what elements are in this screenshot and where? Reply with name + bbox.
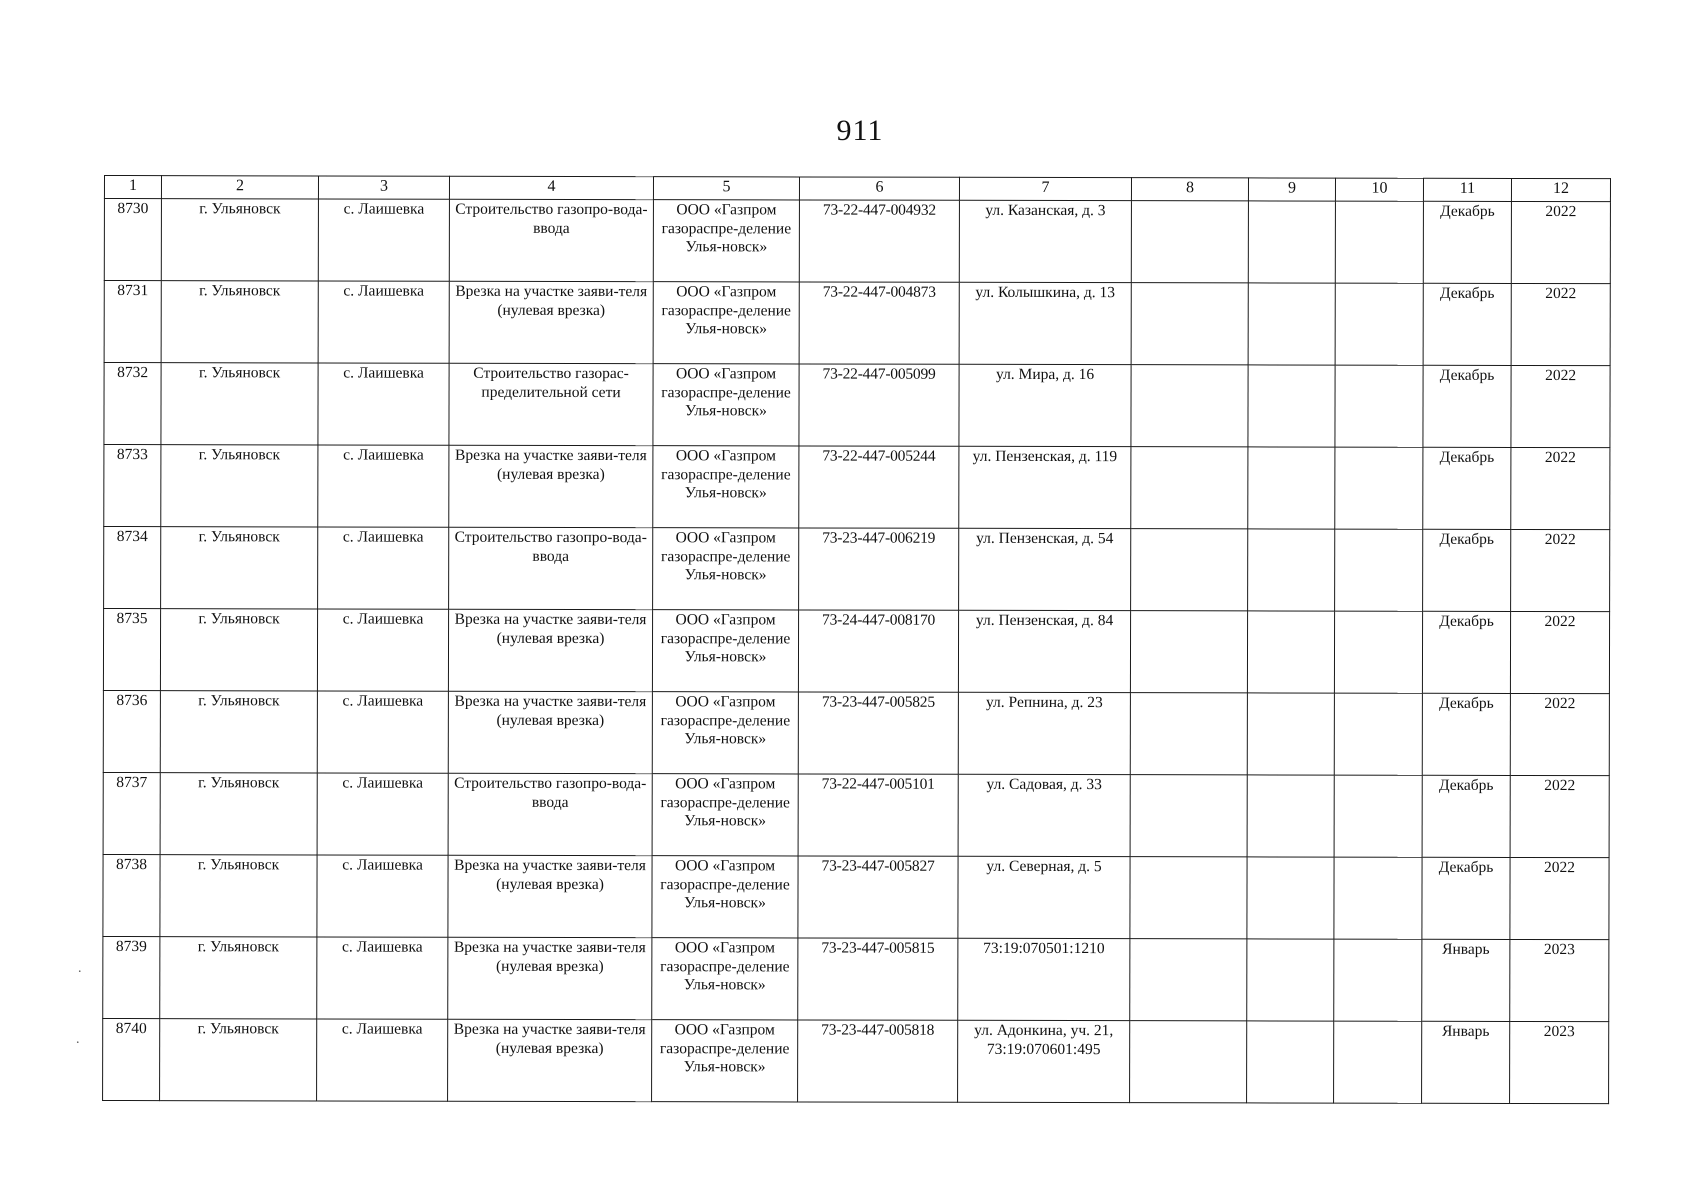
table-row [104, 199, 1610, 284]
cell-object-code: 73-22-447-005244 [799, 446, 959, 528]
cell-address: ул. Пензенская, д. 54 [959, 528, 1131, 610]
cell-year: 2022 [1511, 529, 1610, 611]
cell-col-8 [1130, 693, 1247, 775]
cell-row-number: 8738 [103, 854, 160, 936]
table-row [103, 936, 1609, 1021]
column-header-3: 3 [318, 176, 449, 199]
page-number: 911 [836, 114, 884, 147]
column-header-10: 10 [1335, 178, 1423, 201]
table-row [103, 690, 1609, 775]
cell-year: 2022 [1510, 857, 1609, 939]
cell-city: г. Ульяновск [160, 1019, 317, 1101]
cell-city: г. Ульяновск [160, 855, 317, 937]
cell-address: ул. Пензенская, д. 84 [958, 610, 1130, 692]
cell-col-9 [1247, 611, 1334, 693]
cell-address: ул. Садовая, д. 33 [958, 774, 1130, 856]
cell-col-10 [1334, 939, 1422, 1021]
cell-city: г. Ульяновск [160, 609, 317, 691]
cell-row-number: 8730 [104, 199, 161, 281]
cell-month: Декабрь [1422, 611, 1510, 693]
column-header-1: 1 [104, 176, 161, 199]
cell-city: г. Ульяновск [160, 773, 317, 855]
table-row [103, 854, 1609, 939]
cell-col-10 [1334, 693, 1422, 775]
cell-col-9 [1248, 283, 1335, 365]
table-body [103, 199, 1611, 1104]
cell-row-number: 8736 [103, 690, 160, 772]
cell-col-8 [1131, 529, 1248, 611]
table-row [103, 1018, 1609, 1103]
cell-month: Декабрь [1423, 529, 1511, 611]
cell-month: Декабрь [1422, 775, 1510, 857]
cell-work-type: Врезка на участке заяви-теля (нулевая врезка) [448, 609, 652, 691]
cell-col-8 [1131, 283, 1248, 365]
table-row [104, 281, 1610, 366]
cell-settlement: с. Лаишевка [317, 855, 448, 937]
column-header-11: 11 [1423, 178, 1511, 201]
cell-settlement: с. Лаишевка [318, 445, 449, 527]
cell-row-number: 8737 [103, 772, 160, 854]
cell-address: 73:19:070501:1210 [958, 938, 1130, 1020]
cell-settlement: с. Лаишевка [317, 691, 448, 773]
cell-work-type: Строительство газопро-вода-ввода [449, 199, 653, 281]
cell-city: г. Ульяновск [160, 937, 317, 1019]
cell-month: Декабрь [1422, 857, 1510, 939]
cell-settlement: с. Лаишевка [317, 1019, 448, 1101]
cell-organization: ООО «Газпром газораспре-деление Улья-новск» [652, 774, 798, 856]
cell-month: Декабрь [1423, 283, 1511, 365]
cell-row-number: 8739 [103, 936, 160, 1018]
cell-organization: ООО «Газпром газораспре-деление Улья-новск» [652, 1020, 798, 1102]
cell-address: ул. Северная, д. 5 [958, 856, 1130, 938]
cell-col-9 [1248, 529, 1335, 611]
cell-row-number: 8734 [104, 527, 161, 609]
column-header-7: 7 [959, 177, 1131, 200]
cell-object-code: 73-22-447-005099 [799, 364, 959, 446]
cell-object-code: 73-23-447-005815 [798, 938, 958, 1020]
cell-year: 2022 [1511, 447, 1610, 529]
cell-col-8 [1130, 1021, 1247, 1103]
cell-object-code: 73-23-447-005818 [798, 1020, 958, 1102]
cell-year: 2022 [1511, 201, 1610, 283]
cell-col-10 [1335, 201, 1423, 283]
cell-work-type: Врезка на участке заяви-теля (нулевая врезка) [448, 1019, 652, 1101]
cell-col-8 [1130, 857, 1247, 939]
cell-year: 2022 [1511, 365, 1610, 447]
cell-city: г. Ульяновск [161, 527, 318, 609]
cell-organization: ООО «Газпром газораспре-деление Улья-новск» [653, 200, 799, 282]
cell-col-9 [1248, 365, 1335, 447]
cell-city: г. Ульяновск [161, 281, 318, 363]
column-header-5: 5 [653, 177, 799, 200]
cell-col-9 [1247, 693, 1334, 775]
cell-col-9 [1247, 857, 1334, 939]
cell-year: 2022 [1511, 283, 1610, 365]
cell-year: 2022 [1510, 693, 1609, 775]
cell-year: 2022 [1510, 611, 1609, 693]
cell-address: ул. Репнина, д. 23 [958, 692, 1130, 774]
cell-work-type: Строительство газопро-вода-ввода [448, 773, 652, 855]
cell-city: г. Ульяновск [161, 363, 318, 445]
cell-year: 2023 [1510, 939, 1609, 1021]
cell-settlement: с. Лаишевка [317, 773, 448, 855]
table-row [104, 527, 1610, 612]
cell-month: Декабрь [1423, 365, 1511, 447]
column-header-4: 4 [449, 176, 653, 199]
cell-year: 2022 [1510, 775, 1609, 857]
cell-settlement: с. Лаишевка [318, 199, 449, 281]
cell-work-type: Строительство газопро-вода-ввода [449, 527, 653, 609]
cell-organization: ООО «Газпром газораспре-деление Улья-новск» [652, 692, 798, 774]
scan-artifact-mark: . [76, 1032, 80, 1047]
cell-object-code: 73-22-447-005101 [798, 774, 958, 856]
column-header-6: 6 [799, 177, 959, 200]
table-row [103, 772, 1609, 857]
cell-col-9 [1248, 447, 1335, 529]
cell-object-code: 73-23-447-006219 [799, 528, 959, 610]
cell-work-type: Врезка на участке заяви-теля (нулевая врезка) [448, 691, 652, 773]
cell-work-type: Строительство газорас-пределительной сети [449, 363, 653, 445]
cell-city: г. Ульяновск [161, 199, 318, 281]
cell-col-10 [1334, 775, 1422, 857]
cell-row-number: 8733 [104, 445, 161, 527]
column-header-2: 2 [161, 176, 318, 199]
cell-address: ул. Адонкина, уч. 21, 73:19:070601:495 [958, 1020, 1130, 1102]
scan-artifact-mark: . [78, 961, 82, 976]
cell-address: ул. Колышкина, д. 13 [959, 282, 1131, 364]
cell-col-8 [1130, 611, 1247, 693]
cell-organization: ООО «Газпром газораспре-деление Улья-новск» [653, 282, 799, 364]
cell-settlement: с. Лаишевка [318, 281, 449, 363]
column-header-9: 9 [1248, 178, 1335, 201]
cell-settlement: с. Лаишевка [318, 363, 449, 445]
cell-organization: ООО «Газпром газораспре-деление Улья-новск» [652, 856, 798, 938]
cell-organization: ООО «Газпром газораспре-деление Улья-новск» [653, 528, 799, 610]
cell-work-type: Врезка на участке заяви-теля (нулевая врезка) [449, 281, 653, 363]
cell-col-9 [1247, 1021, 1334, 1103]
cell-object-code: 73-23-447-005827 [798, 856, 958, 938]
cell-work-type: Врезка на участке заяви-теля (нулевая врезка) [449, 445, 653, 527]
column-header-8: 8 [1131, 178, 1248, 201]
cell-month: Декабрь [1423, 447, 1511, 529]
cell-organization: ООО «Газпром газораспре-деление Улья-новск» [652, 938, 798, 1020]
cell-organization: ООО «Газпром газораспре-деление Улья-новск» [652, 610, 798, 692]
table-row [104, 445, 1610, 530]
cell-object-code: 73-22-447-004932 [799, 200, 959, 282]
cell-settlement: с. Лаишевка [317, 609, 448, 691]
cell-col-10 [1335, 529, 1423, 611]
cell-row-number: 8735 [103, 609, 160, 691]
cell-organization: ООО «Газпром газораспре-деление Улья-новск» [653, 364, 799, 446]
cell-object-code: 73-24-447-008170 [798, 610, 958, 692]
cell-month: Январь [1422, 1021, 1510, 1103]
cell-work-type: Врезка на участке заяви-теля (нулевая врезка) [448, 937, 652, 1019]
cell-row-number: 8732 [104, 363, 161, 445]
cell-settlement: с. Лаишевка [317, 937, 448, 1019]
cell-col-10 [1334, 1021, 1422, 1103]
cell-col-8 [1130, 775, 1247, 857]
cell-col-8 [1131, 365, 1248, 447]
cell-row-number: 8740 [103, 1018, 160, 1100]
cell-col-10 [1335, 283, 1423, 365]
cell-col-8 [1131, 201, 1248, 283]
cell-col-9 [1247, 939, 1334, 1021]
header-row [104, 176, 1610, 202]
cell-col-10 [1334, 611, 1422, 693]
cell-col-8 [1130, 939, 1247, 1021]
table-row [103, 609, 1609, 694]
cell-col-8 [1131, 447, 1248, 529]
cell-organization: ООО «Газпром газораспре-деление Улья-новск» [653, 446, 799, 528]
cell-col-10 [1335, 365, 1423, 447]
cell-city: г. Ульяновск [161, 445, 318, 527]
cell-col-10 [1335, 447, 1423, 529]
cell-address: ул. Мира, д. 16 [959, 364, 1131, 446]
cell-city: г. Ульяновск [160, 691, 317, 773]
table-row [104, 363, 1610, 448]
cell-address: ул. Казанская, д. 3 [959, 200, 1131, 282]
cell-object-code: 73-22-447-004873 [799, 282, 959, 364]
cell-work-type: Врезка на участке заяви-теля (нулевая врезка) [448, 855, 652, 937]
cell-month: Январь [1422, 939, 1510, 1021]
cell-month: Декабрь [1422, 693, 1510, 775]
column-header-12: 12 [1511, 178, 1610, 201]
cell-col-9 [1248, 201, 1335, 283]
cell-col-10 [1334, 857, 1422, 939]
cell-year: 2023 [1510, 1021, 1609, 1103]
registry-table [102, 175, 1611, 1104]
cell-month: Декабрь [1423, 201, 1511, 283]
cell-object-code: 73-23-447-005825 [798, 692, 958, 774]
cell-settlement: с. Лаишевка [318, 527, 449, 609]
cell-row-number: 8731 [104, 281, 161, 363]
cell-address: ул. Пензенская, д. 119 [959, 446, 1131, 528]
cell-col-9 [1247, 775, 1334, 857]
